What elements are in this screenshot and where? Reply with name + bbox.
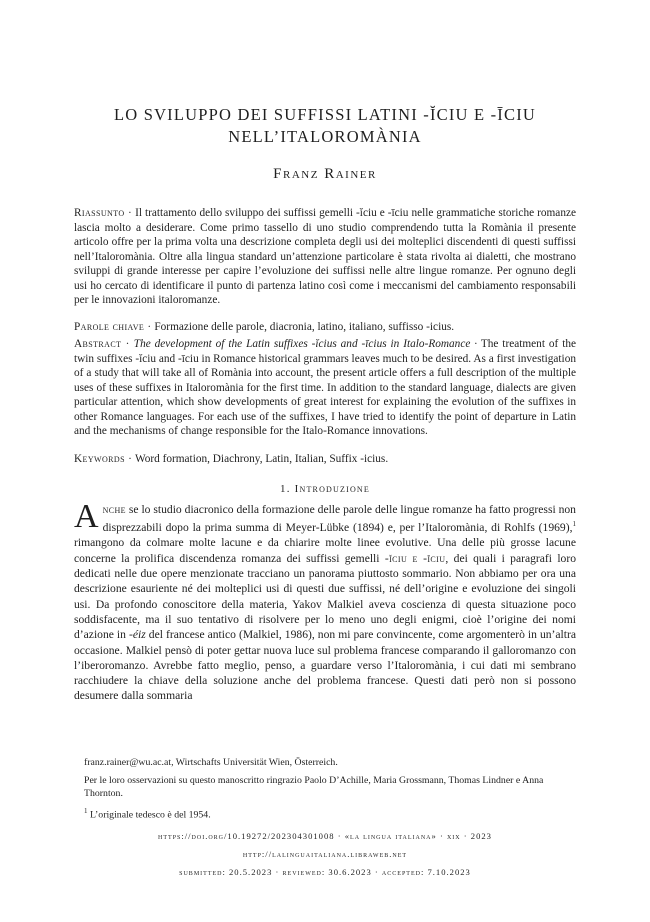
footnotes	[74, 756, 576, 826]
footnote-1-marker: 1	[84, 807, 88, 815]
keywords-paragraph	[74, 452, 576, 467]
body-text-part-3: , dei quali i paragrafi loro dedicati nelle due opere menzionate tracciano un panorama piuttosto sommario. Non abbiamo per ora una descrizione esauriente né dei molteplici usi di questi due suffissi, né dell’origine e evoluzione dei singoli usi. Da profondo conoscitore della materia, Yakov Malkiel aveva coscienza di questa situazione poco soddisfacente, ma il suo tentativo di risolvere per lo meno uno degli enigmi, cioè l’origine dei nomi d’azione in	[74, 551, 577, 642]
abstract-text: The treatment of the twin suffixes -ĭciu and -īciu in Romance historical grammars leaves much to be desired. As a first investigation of a study that will take all of Romània into account, the present article offers a full description of the multiple uses of these suffixes in Italoromània for the first time. In addition to the standard language, dialects are given particular attention, which show developments of great interest for explaining the evolution of the suffixes in other Romance languages. For each use of the suffixes, I have tried to identify the point of departure in Latin and the mechanisms of change responsible for the Italo-Romance innovations.	[74, 338, 577, 437]
body-text-part-1: se lo studio diacronico della formazione delle parole delle lingue romanze ha fatto progressi non disprezzabili dopo la prima summa di Meyer-Lübke (1894) e, per l’Italoromània, di Rohlfs (1969),	[102, 503, 576, 535]
first-word-rest: nche	[102, 503, 126, 516]
journal-url: http://lalinguaitaliana.libraweb.net	[242, 849, 408, 859]
body-paragraph	[74, 498, 577, 704]
suffix-eiz: -éiz	[129, 628, 146, 642]
drop-cap: A	[74, 498, 99, 535]
riassunto-text: Il trattamento dello sviluppo dei suffissi gemelli -ĭciu e -īciu nelle grammatiche storiche romanze lascia molto a desiderare. Come primo tassello di uno studio comprendendo tutta la Romània il presente articolo offre per la prima volta una descrizione completa degli usi dei molteplici discendenti di questi suffissi nell’Italoromània. Oltre alla lingua standard un’attenzione particolare è stata rivolta ai dialetti, che mostrano sviluppi di grande interesse per capire l’evoluzione dei suffissi nelle altre lingue romanze. Per ognuno degli usi ho cercato di identificare il punto di partenza latino così come i meccanismi del cambiamento responsabili per le innovazioni italoromanze.	[74, 207, 576, 306]
footnote-1-text: L’originale tedesco è del 1954.	[89, 809, 211, 821]
riassunto-paragraph	[74, 206, 576, 308]
parole-chiave-text: Formazione delle parole, diacronia, latino, italiano, suffisso -icius.	[154, 321, 455, 333]
abstract-english-title: The development of the Latin suffixes -ĭcius and -īcius in Italo-Romance ·	[133, 338, 478, 350]
abstract-label: Abstract ·	[74, 338, 130, 350]
author-name: Franz Rainer	[273, 166, 377, 182]
acknowledgements: Per le loro osservazioni su questo manoscritto ringrazio Paolo D’Achille, Maria Grossmann, Thomas Lindner e Anna Thornton.	[84, 775, 544, 799]
section-heading: 1. Introduzione	[280, 483, 370, 495]
submission-dates: submitted: 20.5.2023 · reviewed: 30.6.2023 · accepted: 7.10.2023	[179, 867, 471, 877]
title-line-2: NELL’ITALOROMÀNIA	[228, 127, 422, 146]
doi-line: https://doi.org/10.19272/202304301008 · «la lingua italiana» · xix · 2023	[158, 831, 492, 841]
footnote-1	[84, 805, 576, 821]
suffix-connector: e	[412, 551, 418, 565]
suffix-icu-short: -ĭciu	[384, 551, 408, 565]
footnote-marker-1: 1	[572, 520, 576, 529]
suffix-icu-long: -īciu	[423, 551, 446, 565]
parole-chiave-label: Parole chiave ·	[74, 321, 152, 333]
body-text-part-4: del francese antico (Malkiel, 1986), non mi pare convincente, come argomenterò in un’altra occasione. Malkiel pensò di poter gettar nuova luce sul problema francese comparando il galloromanzo con l’iberoromanzo. Avrebbe fatto meglio, penso, a guardare verso l’Italoromània, i cui dati mi sembrano racchiudere la chiave della soluzione anche del problema francese. Questi dati però non si possono desumere dalla sommaria	[74, 628, 576, 703]
keywords-label: Keywords ·	[74, 453, 133, 465]
article-title	[60, 104, 590, 148]
keywords-text: Word formation, Diachrony, Latin, Italian, Suffix -icius.	[134, 453, 389, 465]
abstract-paragraph	[74, 337, 576, 439]
body-text-part-2: rimangono da colmare molte lacune e da chiarire molte linee evolutive. Una delle più grosse lacune concerne la prolifica discendenza romanza dei suffissi gemelli	[74, 536, 576, 565]
riassunto-label: Riassunto ·	[74, 207, 133, 219]
parole-chiave-paragraph	[74, 320, 576, 335]
author-contact: franz.rainer@wu.ac.at, Wirtschafts Universität Wien, Österreich.	[84, 757, 338, 768]
title-line-1: LO SVILUPPO DEI SUFFISSI LATINI -ĬCIU E -ĪCIU	[113, 105, 537, 124]
